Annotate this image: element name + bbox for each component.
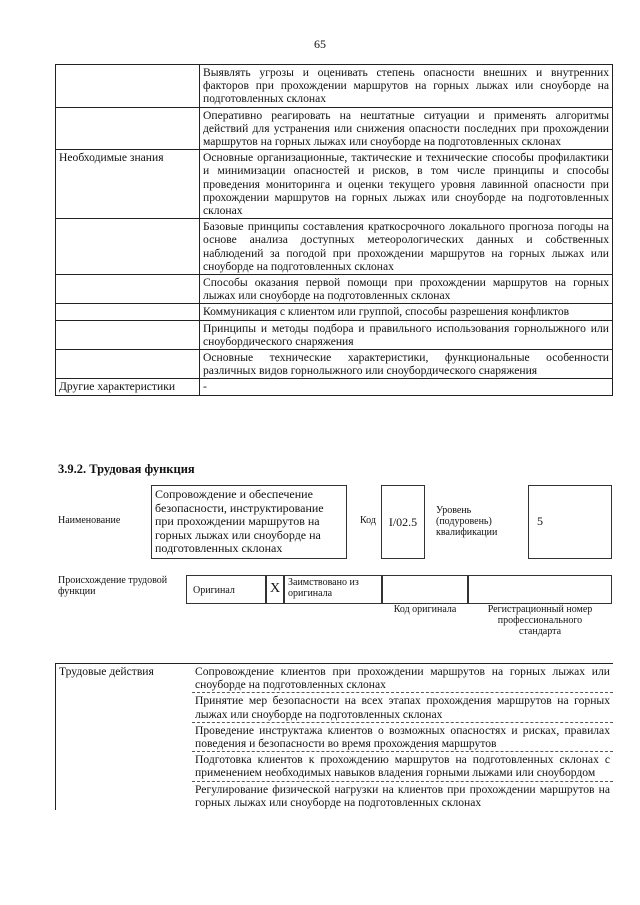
code-value: I/02.5 xyxy=(381,485,425,559)
row-text: Оперативно реагировать на нештатные ситуации и применять алгоритмы действий для устранения или снижения опасности последних при прохождении маршрутов на горных лыжах или сноуборде на подготовленных склонах xyxy=(200,107,613,150)
action-item: Сопровождение клиентов при прохождении маршрутов на горных лыжах или сноуборде на подготовленных склонах xyxy=(192,664,613,693)
code-original-caption: Код оригинала xyxy=(393,604,457,615)
original-box: Оригинал xyxy=(186,575,266,604)
code-original-box xyxy=(382,575,468,604)
table-row xyxy=(56,65,613,108)
skills-knowledge-table xyxy=(55,64,613,396)
name-label: Наименование xyxy=(58,515,121,526)
row-text: Принципы и методы подбора и правильного использования горнолыжного или сноубордического снаряжения xyxy=(200,320,613,349)
row-text: Способы оказания первой помощи при прохождении маршрутов на горных лыжах или сноуборде на подготовленных склонах xyxy=(200,275,613,304)
table-row xyxy=(56,350,613,379)
page-number: 65 xyxy=(314,37,326,51)
original-mark: X xyxy=(266,575,284,604)
table-row xyxy=(56,107,613,150)
table-row xyxy=(56,379,613,395)
table-row xyxy=(56,150,613,219)
row-label xyxy=(56,219,200,275)
table-row xyxy=(56,304,613,320)
row-label xyxy=(56,304,200,320)
row-label xyxy=(56,275,200,304)
action-item: Подготовка клиентов к прохождению маршрутов на подготовленных склонах с применением необходимых навыков владения горными лыжами или сноубордом xyxy=(192,752,613,781)
level-label: Уровень (подуровень) квалификации xyxy=(436,505,498,538)
row-text: Основные организационные, тактические и технические способы профилактики и минимизации опасностей и рисков, в том числе принципы и способы проведения мониторинга и оценки текущего уровня лавинной опасности при прохождении маршрутов на горных лыжах или сноуборде на подготовленных склонах xyxy=(200,150,613,219)
action-item: Регулирование физической нагрузки на клиентов при прохождении маршрутов на горных лыжах или сноуборде на подготовленных склонах xyxy=(192,781,613,810)
row-label xyxy=(56,65,200,108)
row-text: Выявлять угрозы и оценивать степень опасности внешних и внутренних факторов при прохождении маршрутов на горных лыжах или сноуборде на подготовленных склонах xyxy=(200,65,613,108)
table-row xyxy=(56,219,613,275)
origin-label: Происхождение трудовой функции xyxy=(58,575,168,597)
row-text: Коммуникация с клиентом или группой, способы разрешения конфликтов xyxy=(200,304,613,320)
labor-actions-label: Трудовые действия xyxy=(56,664,193,811)
row-text: Базовые принципы составления краткосрочного локального прогноза погоды на основе анализа доступных метеорологических данных и собственных наблюдений за погодой при прохождении маршрутов на горных лыжах или сноуборде на подготовленных склонах xyxy=(200,219,613,275)
section-heading: 3.9.2. Трудовая функция xyxy=(58,462,195,476)
code-label: Код xyxy=(360,515,376,526)
reg-number-caption: Регистрационный номер профессионального стандарта xyxy=(487,604,593,637)
table-row xyxy=(56,664,614,693)
function-name-box: Сопровождение и обеспечение безопасности, инструктирование при прохождении маршрутов на горных лыжах или сноуборде на подготовленных склонах xyxy=(151,485,347,559)
row-label xyxy=(56,350,200,379)
action-item: Принятие мер безопасности на всех этапах прохождения маршрутов на горных лыжах или сноуборде на подготовленных склонах xyxy=(192,693,613,722)
row-label: Другие характеристики xyxy=(56,379,200,395)
borrowed-box: Заимствовано из оригинала xyxy=(284,575,382,604)
row-label: Необходимые знания xyxy=(56,150,200,219)
action-item: Проведение инструктажа клиентов о возможных опасностях и рисках, правилах поведения и безопасности во время прохождения маршрутов xyxy=(192,722,613,751)
row-label xyxy=(56,320,200,349)
row-text: - xyxy=(200,379,613,395)
level-value: 5 xyxy=(528,485,612,559)
table-row xyxy=(56,320,613,349)
row-label xyxy=(56,107,200,150)
row-text: Основные технические характеристики, функциональные особенности различных видов горнолыжного или сноубордического снаряжения xyxy=(200,350,613,379)
reg-number-box xyxy=(468,575,612,604)
labor-actions-table xyxy=(55,663,613,810)
table-row xyxy=(56,275,613,304)
